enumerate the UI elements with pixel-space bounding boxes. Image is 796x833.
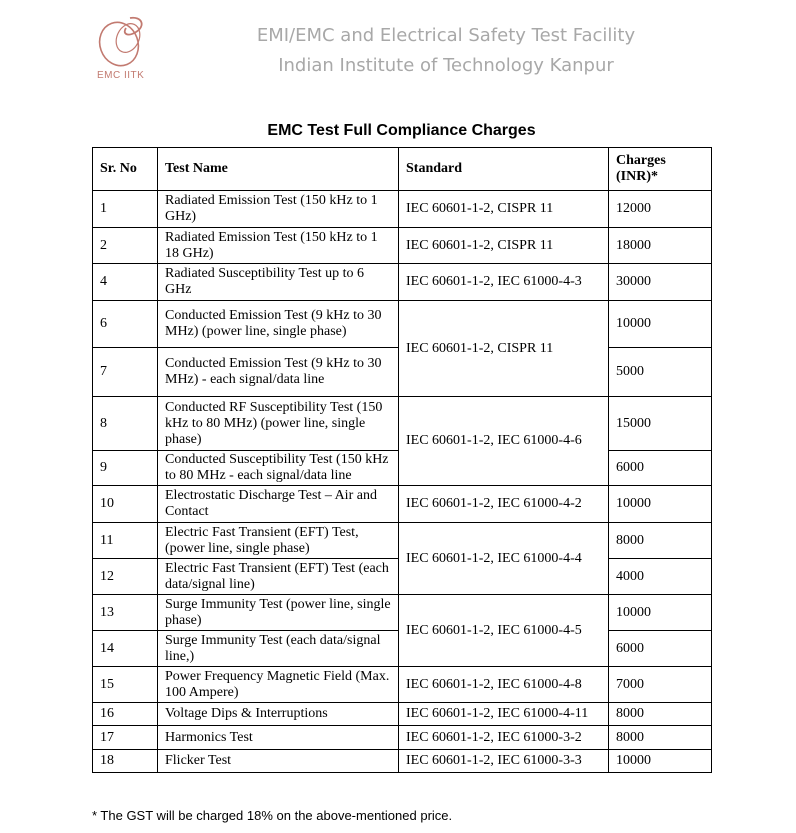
header-standard: Standard <box>399 148 609 191</box>
document-title: EMC Test Full Compliance Charges <box>267 122 536 139</box>
standard-cell: IEC 60601-1-2, IEC 61000-4-4 <box>399 523 609 595</box>
standard-cell: IEC 60601-1-2, IEC 61000-4-2 <box>399 486 609 523</box>
sr-no-cell: 4 <box>93 264 158 301</box>
sr-no-cell: 6 <box>93 301 158 348</box>
standard-cell: IEC 60601-1-2, IEC 61000-4-6 <box>399 397 609 486</box>
charge-cell: 8000 <box>609 523 712 559</box>
charge-cell: 8000 <box>609 726 712 750</box>
table-row <box>93 726 712 750</box>
sr-no-cell: 14 <box>93 631 158 667</box>
test-name-cell: Surge Immunity Test (each data/signal line,) <box>158 631 399 667</box>
standard-cell: IEC 60601-1-2, IEC 61000-3-3 <box>399 750 609 773</box>
table-row <box>93 228 712 264</box>
header-sr-no: Sr. No <box>93 148 158 191</box>
charge-cell: 12000 <box>609 191 712 228</box>
charge-cell: 15000 <box>609 397 712 451</box>
standard-cell: IEC 60601-1-2, IEC 61000-4-11 <box>399 703 609 726</box>
test-name-cell: Conducted RF Susceptibility Test (150 kHz to 80 MHz) (power line, single phase) <box>158 397 399 451</box>
sr-no-cell: 7 <box>93 348 158 397</box>
table-body <box>93 191 712 773</box>
charge-cell: 10000 <box>609 750 712 773</box>
sr-no-cell: 15 <box>93 667 158 703</box>
logo-text: EMC IITK <box>97 70 145 81</box>
table-row <box>93 264 712 301</box>
charges-table <box>92 147 712 773</box>
table-row <box>93 486 712 523</box>
test-name-cell: Surge Immunity Test (power line, single phase) <box>158 595 399 631</box>
test-name-cell: Conducted Emission Test (9 kHz to 30 MHz) (power line, single phase) <box>158 301 399 348</box>
facility-name: EMI/EMC and Electrical Safety Test Facility <box>256 25 636 46</box>
standard-cell: IEC 60601-1-2, IEC 61000-4-3 <box>399 264 609 301</box>
charge-cell: 6000 <box>609 451 712 486</box>
sr-no-cell: 16 <box>93 703 158 726</box>
charge-cell: 6000 <box>609 631 712 667</box>
standard-cell: IEC 60601-1-2, CISPR 11 <box>399 191 609 228</box>
charge-cell: 10000 <box>609 486 712 523</box>
standard-cell: IEC 60601-1-2, IEC 61000-3-2 <box>399 726 609 750</box>
sr-no-cell: 1 <box>93 191 158 228</box>
sr-no-cell: 12 <box>93 559 158 595</box>
test-name-cell: Conducted Emission Test (9 kHz to 30 MHz) - each signal/data line <box>158 348 399 397</box>
table-row <box>93 523 712 559</box>
test-name-cell: Electric Fast Transient (EFT) Test (each data/signal line) <box>158 559 399 595</box>
charge-cell: 7000 <box>609 667 712 703</box>
table-row <box>93 301 712 348</box>
charge-cell: 10000 <box>609 595 712 631</box>
sr-no-cell: 8 <box>93 397 158 451</box>
table-row <box>93 750 712 773</box>
header-test-name: Test Name <box>158 148 399 191</box>
sr-no-cell: 11 <box>93 523 158 559</box>
table-row <box>93 667 712 703</box>
table-row <box>93 191 712 228</box>
sr-no-cell: 9 <box>93 451 158 486</box>
sr-no-cell: 2 <box>93 228 158 264</box>
table-header-row <box>93 148 712 191</box>
table-row <box>93 397 712 451</box>
sr-no-cell: 10 <box>93 486 158 523</box>
charge-cell: 5000 <box>609 348 712 397</box>
test-name-cell: Radiated Emission Test (150 kHz to 1 18 GHz) <box>158 228 399 264</box>
test-name-cell: Electrostatic Discharge Test – Air and Contact <box>158 486 399 523</box>
charge-cell: 8000 <box>609 703 712 726</box>
test-name-cell: Flicker Test <box>158 750 399 773</box>
table-row <box>93 703 712 726</box>
test-name-cell: Power Frequency Magnetic Field (Max. 100 Ampere) <box>158 667 399 703</box>
standard-cell: IEC 60601-1-2, CISPR 11 <box>399 228 609 264</box>
table-row <box>93 595 712 631</box>
header-charges: Charges (INR)* <box>609 148 712 191</box>
gst-footnote: * The GST will be charged 18% on the above-mentioned price. <box>92 808 453 823</box>
test-name-cell: Electric Fast Transient (EFT) Test, (power line, single phase) <box>158 523 399 559</box>
standard-cell: IEC 60601-1-2, IEC 61000-4-8 <box>399 667 609 703</box>
sr-no-cell: 17 <box>93 726 158 750</box>
charge-cell: 10000 <box>609 301 712 348</box>
charge-cell: 4000 <box>609 559 712 595</box>
standard-cell: IEC 60601-1-2, IEC 61000-4-5 <box>399 595 609 667</box>
standard-cell: IEC 60601-1-2, CISPR 11 <box>399 301 609 397</box>
charge-cell: 18000 <box>609 228 712 264</box>
test-name-cell: Conducted Susceptibility Test (150 kHz to 80 MHz - each signal/data line <box>158 451 399 486</box>
test-name-cell: Radiated Susceptibility Test up to 6 GHz <box>158 264 399 301</box>
test-name-cell: Voltage Dips & Interruptions <box>158 703 399 726</box>
test-name-cell: Harmonics Test <box>158 726 399 750</box>
charge-cell: 30000 <box>609 264 712 301</box>
sr-no-cell: 13 <box>93 595 158 631</box>
sr-no-cell: 18 <box>93 750 158 773</box>
test-name-cell: Radiated Emission Test (150 kHz to 1 GHz) <box>158 191 399 228</box>
institute-name: Indian Institute of Technology Kanpur <box>278 55 614 76</box>
